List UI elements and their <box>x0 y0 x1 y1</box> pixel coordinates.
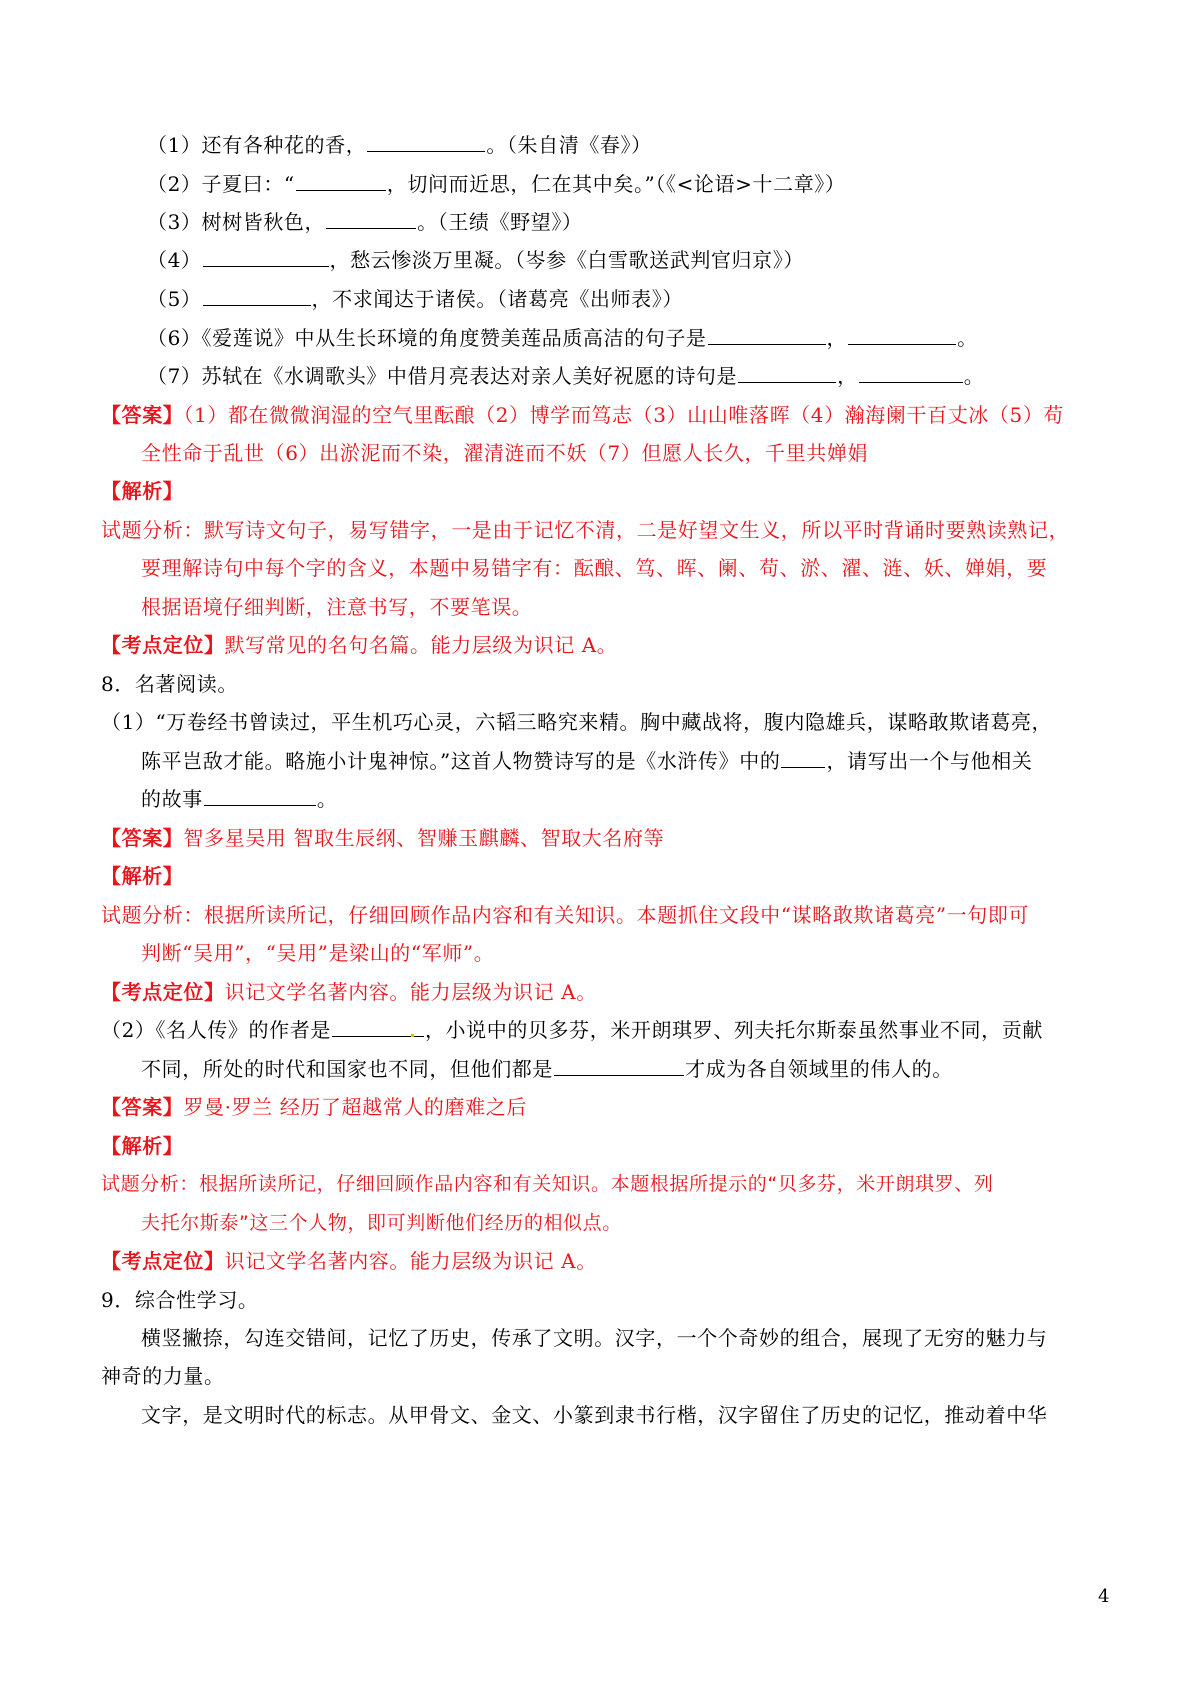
question-text: （6）《爱莲说》中从生长环境的角度赞美莲品质高洁的句子是 <box>147 326 707 350</box>
question-source: ，切问而近思，仁在其中矣。”（《<论语>十二章》） <box>386 172 846 196</box>
point-tag: 【考点定位】 <box>101 633 225 657</box>
answer-blank <box>848 324 956 345</box>
analysis-text: 试题分析：默写诗文句子，易写错字，一是由于记忆不清，二是好望文生义，所以平时背诵时要熟读熟记， <box>101 518 1070 542</box>
answer-blank <box>326 208 416 229</box>
fill-question-2 <box>147 170 846 198</box>
answer-tag: 【答案】 <box>101 403 184 427</box>
question-separator: ， <box>826 326 848 350</box>
mark-dot <box>411 1034 414 1037</box>
answer-blank <box>203 246 329 267</box>
answer-text: 智多星吴用 智取生辰纲、智赚玉麒麟、智取大名府等 <box>183 826 665 850</box>
q8-sub1-line: 的故事 。 <box>141 787 338 811</box>
answer-blank <box>781 747 825 768</box>
question-end: 。 <box>963 364 985 388</box>
point-text: 默写常见的名句名篇。能力层级为识记 A。 <box>224 633 618 657</box>
question-text: （1）还有各种花的香， <box>147 133 367 157</box>
question-title-q9: 9．综合性学习。 <box>101 1288 259 1312</box>
point-text: 识记文学名著内容。能力层级为识记 A。 <box>224 1249 597 1273</box>
point-tag: 【考点定位】 <box>101 980 225 1004</box>
knowledge-point-q8-2 <box>101 1247 597 1275</box>
analysis-text: 试题分析：根据所读所记，仔细回顾作品内容和有关知识。本题根据所提示的“贝多芬，米开朗琪罗、列 <box>101 1173 994 1195</box>
question-title-q8: 8．名著阅读。 <box>101 672 238 696</box>
answer-tag: 【答案】 <box>101 826 184 850</box>
knowledge-point-q7 <box>101 631 617 659</box>
answer-blank <box>204 785 316 806</box>
fill-question-7 <box>147 362 984 390</box>
question-text: （4） <box>147 248 202 272</box>
q8-sub2-line: 不同，所处的时代和国家也不同，但他们都是 才成为各自领域里的伟人的。 <box>141 1057 953 1081</box>
point-text: 识记文学名著内容。能力层级为识记 A。 <box>224 980 597 1004</box>
answer-block-q7 <box>101 401 1064 429</box>
fill-question-3 <box>147 208 583 236</box>
question-end: 。 <box>957 326 978 350</box>
question-text: （5） <box>147 287 202 311</box>
q9-paragraph-line: 神奇的力量。 <box>101 1364 225 1388</box>
answer-text: （1）都在微微润湿的空气里酝酿（2）博学而笃志（3）山山唯落晖（4）瀚海阑干百丈冰（5）苟 <box>183 403 1065 427</box>
fill-question-1 <box>147 131 652 159</box>
answer-blank <box>296 170 386 191</box>
q9-paragraph-line: 横竖撇捺，勾连交错间，记忆了历史，传承了文明。汉字，一个个奇妙的组合，展现了无穷的魅力与 <box>141 1326 1048 1350</box>
answer-text: 罗曼·罗兰 经历了超越常人的磨难之后 <box>183 1095 527 1119</box>
question-source: ，愁云惨淡万里凝。（岑参《白雪歌送武判官归京》） <box>329 248 804 272</box>
q8-sub2-line: （2）《名人传》的作者是 ，小说中的贝多芬，米开朗琪罗、列夫托尔斯泰虽然事业不同，贡献 <box>101 1018 1043 1042</box>
question-text: （2）子夏曰：“ <box>147 172 295 196</box>
answer-blank <box>554 1055 684 1076</box>
analysis-text: 判断“吴用”，“吴用”是梁山的“军师”。 <box>141 941 495 965</box>
question-text: （7）苏轼在《水调歌头》中借月亮表达对亲人美好祝愿的诗句是 <box>147 364 738 388</box>
question-separator: ， <box>837 364 858 388</box>
question-source: ，不求闻达于诸侯。（诸葛亮《出师表》） <box>311 287 683 311</box>
answer-blank <box>367 131 485 152</box>
fill-question-5 <box>147 285 683 313</box>
answer-tag: 【答案】 <box>101 1095 184 1119</box>
question-source: 。（王绩《野望》） <box>417 210 583 234</box>
analysis-tag: 【解析】 <box>101 479 184 503</box>
fill-question-4 <box>147 246 804 274</box>
page-number: 4 <box>1098 1586 1110 1607</box>
q9-paragraph-line: 文字，是文明时代的标志。从甲骨文、金文、小篆到隶书行楷，汉字留住了历史的记忆，推动着中华 <box>141 1403 1048 1427</box>
q8-sub1-line: 陈平岂敌才能。略施小计鬼神惊。”这首人物赞诗写的是《水浒传》中的 ，请写出一个与他相关 <box>141 749 1033 773</box>
q8-sub1-line: （1）“万卷经书曾读过，平生机巧心灵，六韬三略究来精。胸中藏战将，腹内隐雄兵，谋略敢欺诸葛亮， <box>101 710 1053 734</box>
analysis-text: 试题分析：根据所读所记，仔细回顾作品内容和有关知识。本题抓住文段中“谋略敢欺诸葛亮”一句即可 <box>101 903 1030 927</box>
question-source: 。（朱自清《春》） <box>486 133 652 157</box>
answer-blank <box>859 362 963 383</box>
analysis-text: 要理解诗句中每个字的含义，本题中易错字有：酝酿、笃、晖、阑、苟、淤、濯、涟、妖、婵娟，要 <box>141 556 1048 580</box>
fill-question-6 <box>147 324 978 352</box>
point-tag: 【考点定位】 <box>101 1249 225 1273</box>
analysis-tag: 【解析】 <box>101 864 184 888</box>
answer-block-q8-1 <box>101 824 664 852</box>
answer-block-q8-2 <box>101 1093 527 1121</box>
analysis-text: 夫托尔斯泰”这三个人物，即可判断他们经历的相似点。 <box>141 1212 622 1234</box>
answer-blank <box>203 285 311 306</box>
answer-text-continued: 全性命于乱世（6）出淤泥而不染，濯清涟而不妖（7）但愿人长久，千里共婵娟 <box>141 441 869 465</box>
answer-blank <box>738 362 836 383</box>
analysis-tag: 【解析】 <box>101 1134 184 1158</box>
analysis-text: 根据语境仔细判断，注意书写，不要笔误。 <box>141 595 533 619</box>
question-text: （3）树树皆秋色， <box>147 210 326 234</box>
answer-blank <box>708 324 826 345</box>
knowledge-point-q8-1 <box>101 978 597 1006</box>
